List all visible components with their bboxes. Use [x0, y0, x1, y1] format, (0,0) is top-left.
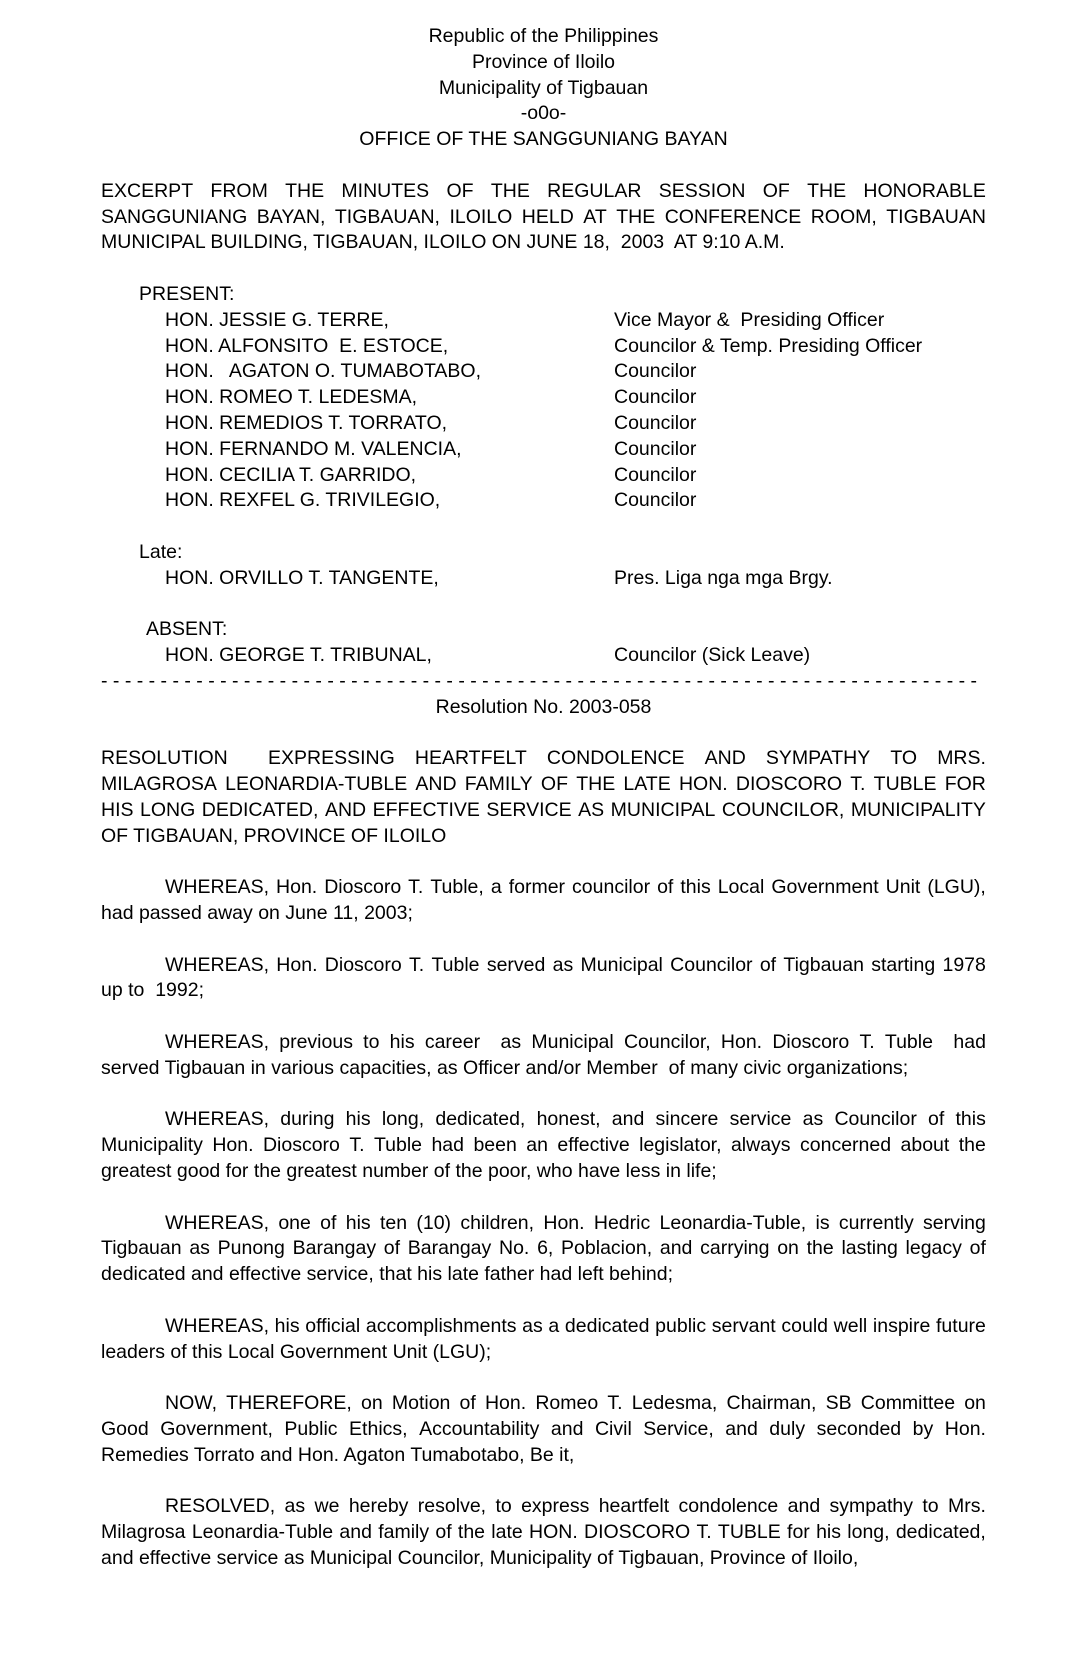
attendee-row	[101, 334, 986, 360]
word: TIGBAUAN	[886, 205, 986, 228]
attendee-name: HON. AGATON O. TUMABOTABO,	[165, 360, 482, 383]
clause-line	[101, 1417, 986, 1443]
word: CONFERENCE	[664, 205, 802, 228]
attendee-name: HON. GEORGE T. TRIBUNAL,	[165, 644, 432, 667]
word: and	[787, 1495, 821, 1518]
word: BAYAN,	[256, 205, 326, 228]
title-line	[101, 746, 986, 772]
word: as	[522, 1314, 543, 1337]
letterhead	[101, 24, 986, 153]
word: previous	[279, 1031, 353, 1054]
word: late	[491, 1521, 523, 1544]
word: sympathy	[829, 1495, 913, 1518]
clause-line	[101, 1236, 986, 1262]
clause-line	[101, 1494, 986, 1520]
word: Councilor,	[623, 1031, 711, 1054]
word: resolve,	[417, 1495, 487, 1518]
word: HIS	[101, 798, 134, 821]
excerpt-line	[101, 179, 986, 205]
word: his	[345, 1211, 371, 1234]
title-line	[101, 798, 986, 824]
word: concerned	[800, 1134, 892, 1157]
excerpt-line	[101, 205, 986, 231]
clause-line	[101, 1520, 986, 1546]
attendee-row	[101, 359, 986, 385]
word: had	[953, 1031, 986, 1054]
clause-line	[101, 1391, 986, 1417]
word: dedicated	[564, 1314, 650, 1337]
whereas-clause	[101, 1107, 986, 1184]
word: his	[389, 1031, 415, 1054]
word: Punong	[217, 1237, 285, 1260]
separator-line: - - - - - - - - - - - - - - - - - - - - - - - - - - - - - - - - - - - - - - - - - - - - - - - - - - - - - - - - - - - - - - - - - - - - - - - - - -	[101, 669, 978, 692]
word: LONG	[140, 798, 196, 821]
word: during	[280, 1108, 335, 1131]
word: starting	[871, 953, 936, 976]
word: DEDICATED,	[201, 798, 319, 821]
word: and	[611, 1108, 645, 1131]
word: of	[320, 1211, 337, 1234]
word: AND	[704, 747, 746, 770]
word: Hedric	[593, 1211, 651, 1234]
resolution-number: Resolution No. 2003-058	[435, 695, 652, 718]
word: Service,	[643, 1418, 714, 1441]
word: on	[777, 1237, 799, 1260]
word: Hon.	[720, 1031, 763, 1054]
word: LEONARDIA-TUBLE	[225, 773, 408, 796]
word: service	[729, 1108, 792, 1131]
word: HEARTFELT	[414, 747, 527, 770]
word: the	[958, 1134, 986, 1157]
word: Tuble	[373, 1134, 423, 1157]
word: official	[305, 1314, 361, 1337]
attendee-name: HON. REXFEL G. TRIVILEGIO,	[165, 489, 441, 512]
word: to	[922, 1495, 939, 1518]
attendee-name: HON. CECILIA T. GARRIDO,	[165, 463, 417, 486]
word: had	[431, 1134, 464, 1157]
word: TO	[890, 747, 918, 770]
word: this	[955, 1108, 986, 1131]
word: the	[806, 1237, 834, 1260]
word: MINUTES	[341, 179, 430, 202]
word: of	[969, 1237, 986, 1260]
word: for	[787, 1521, 810, 1544]
whereas-clause	[101, 1030, 986, 1082]
word: we	[314, 1495, 340, 1518]
attendee-role: Vice Mayor & Presiding Officer	[614, 308, 885, 331]
word: lasting	[841, 1237, 898, 1260]
word: Municipal	[531, 1031, 614, 1054]
attendee-row	[101, 411, 986, 437]
word: legacy	[905, 1237, 962, 1260]
word: WHEREAS,	[165, 1031, 270, 1054]
word: CONDOLENCE	[546, 747, 685, 770]
whereas-clause	[101, 1211, 986, 1288]
word: HON.	[678, 773, 728, 796]
word: this	[680, 876, 711, 899]
word: of	[383, 1237, 401, 1260]
word: COUNCILOR,	[721, 798, 845, 821]
word: Motion	[391, 1392, 451, 1415]
clause-line: up to 1992;	[101, 979, 205, 1002]
word: THEREFORE,	[226, 1392, 352, 1415]
word: Hon.	[944, 1418, 986, 1441]
word: T.	[850, 773, 866, 796]
word: effective	[557, 1134, 630, 1157]
clause-line	[101, 953, 986, 979]
word: Accountability	[419, 1418, 540, 1441]
word: about	[900, 1134, 950, 1157]
attendee-role: Councilor	[614, 489, 697, 512]
word: is	[815, 1211, 830, 1234]
word: Tuble	[431, 953, 480, 976]
attendee-role: Councilor	[614, 360, 697, 383]
word: MRS.	[937, 747, 986, 770]
attendance-present	[101, 282, 986, 514]
word: Hon.	[484, 1392, 527, 1415]
word: former	[508, 876, 566, 899]
word: long,	[381, 1108, 425, 1131]
word: ten	[379, 1211, 408, 1234]
attendee-role: Councilor	[614, 386, 697, 409]
word: servant	[711, 1314, 776, 1337]
word: SERVICE	[486, 798, 572, 821]
attendee-name: HON. FERNANDO M. VALENCIA,	[165, 437, 462, 460]
word: of	[657, 876, 674, 899]
word: and	[725, 1418, 758, 1441]
word: Barangay	[407, 1237, 492, 1260]
word: long,	[847, 1521, 890, 1544]
attendee-row	[101, 643, 986, 669]
word: AND	[324, 798, 367, 821]
word: THE	[285, 179, 325, 202]
word: Good	[101, 1418, 149, 1441]
attendance-late	[101, 540, 986, 592]
word: Romeo	[535, 1392, 599, 1415]
excerpt-line: MUNICIPAL BUILDING, TIGBAUAN, ILOILO ON JUNE 18, 2003 AT 9:10 A.M.	[101, 231, 785, 254]
attendee-row	[101, 463, 986, 489]
word: express	[521, 1495, 590, 1518]
clause-line	[101, 1211, 986, 1237]
word: Hon.	[276, 876, 318, 899]
header-ornament: -o0o-	[520, 102, 567, 125]
word: carrying	[700, 1237, 770, 1260]
word: LATE	[623, 773, 671, 796]
clause-line: Remedies Torrato and Hon. Agaton Tumabotabo, Be it,	[101, 1443, 575, 1466]
word: well	[833, 1314, 868, 1337]
word: public	[655, 1314, 707, 1337]
word: duly	[769, 1418, 806, 1441]
word: EXCERPT	[101, 179, 194, 202]
word: T.	[859, 1031, 875, 1054]
word: WHEREAS,	[165, 876, 270, 899]
word: Government,	[160, 1418, 273, 1441]
word: Hon.	[212, 1134, 254, 1157]
word: on	[964, 1392, 986, 1415]
word: sincere	[655, 1108, 719, 1131]
late-label: Late:	[139, 540, 183, 563]
word: MILAGROSA	[101, 773, 217, 796]
attendee-role: Councilor	[614, 437, 697, 460]
word: Barangay	[292, 1237, 377, 1260]
clause-line	[101, 1133, 986, 1159]
word: EXPRESSING	[267, 747, 395, 770]
word: SYMPATHY	[765, 747, 871, 770]
word: of	[459, 1392, 476, 1415]
word: and	[659, 1237, 693, 1260]
word: Tigbauan	[783, 953, 864, 976]
word: condolence	[678, 1495, 779, 1518]
attendee-row	[101, 385, 986, 411]
word: DIOSCORO	[584, 1521, 691, 1544]
attendee-name: HON. REMEDIOS T. TORRATO,	[165, 411, 448, 434]
clause-line	[101, 1314, 986, 1340]
word: Leonardia-Tuble,	[659, 1211, 807, 1234]
word: seconded	[816, 1418, 902, 1441]
word: Government	[771, 876, 879, 899]
word: to	[495, 1495, 512, 1518]
word: THE	[490, 179, 530, 202]
clause-line: and effective service as Municipal Councilor, Municipality of Tigbauan, Province of Iloilo,	[101, 1547, 859, 1570]
word: of	[928, 1108, 945, 1131]
word: dedicated,	[895, 1521, 986, 1544]
word: WHEREAS,	[165, 1314, 270, 1337]
word: of	[435, 1521, 452, 1544]
word: REGULAR	[547, 179, 642, 202]
word: Local	[717, 876, 765, 899]
word: RESOLVED,	[165, 1495, 276, 1518]
word: as	[284, 1495, 306, 1518]
word: HONORABLE	[863, 179, 986, 202]
word: AS	[578, 798, 605, 821]
present-label: PRESENT:	[139, 282, 235, 305]
word: HELD	[521, 205, 574, 228]
attendee-row	[101, 437, 986, 463]
word: FROM	[210, 179, 268, 202]
word: (LGU),	[927, 876, 986, 899]
title-line	[101, 772, 986, 798]
word: Dioscoro	[262, 1134, 340, 1157]
word: THE	[576, 773, 616, 796]
word: EFFECTIVE	[372, 798, 480, 821]
word: Leonardia-Tuble	[191, 1521, 334, 1544]
word: serving	[923, 1211, 986, 1234]
word: and	[339, 1521, 372, 1544]
attendee-role: Councilor	[614, 411, 697, 434]
word: THE	[807, 179, 847, 202]
word: NOW,	[165, 1392, 217, 1415]
word: an	[526, 1134, 548, 1157]
clause-line	[101, 1107, 986, 1133]
clause-line: served Tigbauan in various capacities, as Officer and/or Member of many civic organizations;	[101, 1056, 909, 1079]
word: as	[552, 953, 574, 976]
whereas-clause	[101, 875, 986, 927]
word: on	[361, 1392, 383, 1415]
word: and	[550, 1418, 584, 1441]
word: by	[912, 1418, 934, 1441]
attendee-name: HON. JESSIE G. TERRE,	[165, 308, 389, 331]
attendee-row	[101, 566, 986, 592]
word: inspire	[872, 1314, 931, 1337]
header-republic: Republic of the Philippines	[428, 25, 659, 47]
word: career	[424, 1031, 481, 1054]
clause-line: had passed away on June 11, 2003;	[101, 902, 413, 925]
word: MUNICIPAL	[610, 798, 716, 821]
word: dedicated,	[435, 1108, 526, 1131]
attendee-name: HON. ORVILLO T. TANGENTE,	[165, 566, 439, 589]
clause-line	[101, 875, 986, 901]
word: a	[490, 876, 502, 899]
word: Poblacion,	[561, 1237, 653, 1260]
whereas-clause	[101, 953, 986, 1005]
title-line: OF TIGBAUAN, PROVINCE OF ILOILO	[101, 824, 447, 847]
word: OF	[540, 773, 568, 796]
word: been	[473, 1134, 517, 1157]
clause-line: dedicated and effective service, that his late father had left behind;	[101, 1263, 674, 1286]
word: a	[548, 1314, 560, 1337]
attendee-row	[101, 488, 986, 514]
attendee-name: HON. ROMEO T. LEDESMA,	[165, 386, 418, 409]
word: Public	[284, 1418, 338, 1441]
word: DIOSCORO	[735, 773, 843, 796]
word: honest,	[536, 1108, 601, 1131]
word: RESOLUTION	[101, 747, 228, 770]
word: Dioscoro	[772, 1031, 850, 1054]
clause-line	[101, 1030, 986, 1056]
word: THE	[616, 205, 656, 228]
word: of	[759, 953, 777, 976]
word: Mrs.	[947, 1495, 986, 1518]
word: as	[500, 1031, 522, 1054]
word: AND	[415, 773, 457, 796]
word: No.	[498, 1237, 530, 1260]
word: SB	[825, 1392, 852, 1415]
word: currently	[838, 1211, 914, 1234]
word: one	[278, 1211, 311, 1234]
word: FAMILY	[464, 773, 533, 796]
word: WHEREAS,	[165, 1211, 270, 1234]
document-page	[101, 24, 986, 1572]
word: Councilor	[834, 1108, 917, 1131]
word: family	[378, 1521, 430, 1544]
now-therefore-clause	[101, 1391, 986, 1468]
word: his	[816, 1521, 841, 1544]
word: T.	[696, 1521, 712, 1544]
word: Tuble	[884, 1031, 933, 1054]
word: (10)	[416, 1211, 452, 1234]
header-province: Province of Iloilo	[471, 50, 616, 73]
word: legislator,	[639, 1134, 722, 1157]
word: OF	[446, 179, 474, 202]
word: heartfelt	[598, 1495, 670, 1518]
clause-line: greatest good for the greatest number of the poor, who have less in life;	[101, 1160, 717, 1183]
word: OF	[762, 179, 790, 202]
word: T.	[409, 953, 425, 976]
word: Municipality	[101, 1134, 203, 1157]
attendance-absent	[101, 617, 986, 669]
word: always	[730, 1134, 791, 1157]
word: Hon.	[543, 1211, 585, 1234]
session-excerpt	[101, 179, 986, 256]
word: Tigbauan	[101, 1237, 182, 1260]
word: TUBLE	[873, 773, 937, 796]
word: Chairman,	[726, 1392, 817, 1415]
word: T.	[349, 1134, 365, 1157]
header-office: OFFICE OF THE SANGGUNIANG BAYAN	[359, 128, 728, 151]
word: Dioscoro	[324, 876, 402, 899]
attendee-role: Councilor (Sick Leave)	[614, 644, 811, 667]
word: accomplishments	[365, 1314, 517, 1337]
word: his	[274, 1314, 300, 1337]
word: the	[457, 1521, 486, 1544]
word: SANGGUNIANG	[101, 205, 248, 228]
attendee-name: HON. ALFONSITO E. ESTOCE,	[165, 334, 449, 357]
word: HON.	[529, 1521, 578, 1544]
header-municipality: Municipality of Tigbauan	[438, 76, 649, 99]
word: WHEREAS,	[165, 1108, 270, 1131]
absent-label: ABSENT:	[146, 618, 228, 641]
resolution-title	[101, 746, 986, 849]
word: councilor	[572, 876, 651, 899]
word: Unit	[885, 876, 921, 899]
attendee-role: Pres. Liga nga mga Brgy.	[614, 566, 833, 589]
attendee-row	[101, 308, 986, 334]
word: TIGBAUAN,	[334, 205, 440, 228]
word: TUBLE	[717, 1521, 781, 1544]
word: hereby	[348, 1495, 409, 1518]
word: T.	[408, 876, 424, 899]
word: Ethics,	[349, 1418, 408, 1441]
word: WHEREAS,	[165, 953, 270, 976]
word: Councilor	[670, 953, 753, 976]
attendee-role: Councilor & Temp. Presiding Officer	[614, 334, 923, 357]
word: Ledesma,	[631, 1392, 718, 1415]
word: Tuble,	[430, 876, 484, 899]
word: could	[781, 1314, 828, 1337]
word: Hon.	[276, 953, 318, 976]
word: as	[189, 1237, 210, 1260]
word: ILOILO	[449, 205, 513, 228]
word: FOR	[944, 773, 986, 796]
word: Civil	[594, 1418, 632, 1441]
word: T.	[607, 1392, 623, 1415]
word: 6,	[537, 1237, 554, 1260]
word: Dioscoro	[324, 953, 402, 976]
word: to	[363, 1031, 380, 1054]
word: 1978	[942, 953, 986, 976]
whereas-clause	[101, 1314, 986, 1366]
attendee-role: Councilor	[614, 463, 697, 486]
word: Milagrosa	[101, 1521, 186, 1544]
word: AT	[583, 205, 607, 228]
resolved-clause	[101, 1494, 986, 1571]
clause-line: leaders of this Local Government Unit (LGU);	[101, 1340, 492, 1363]
word: future	[936, 1314, 986, 1337]
word: Municipal	[580, 953, 663, 976]
word: ROOM,	[810, 205, 877, 228]
word: MUNICIPALITY	[850, 798, 986, 821]
word: as	[802, 1108, 824, 1131]
word: SESSION	[658, 179, 746, 202]
word: Committee	[860, 1392, 956, 1415]
word: served	[486, 953, 546, 976]
word: children,	[460, 1211, 535, 1234]
word: his	[345, 1108, 371, 1131]
